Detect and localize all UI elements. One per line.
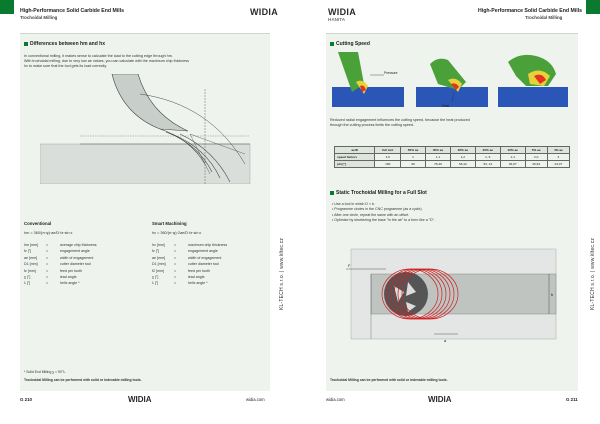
- definition-txt: engagement angle: [188, 249, 218, 254]
- table-cell: 25,84: [525, 161, 547, 168]
- table-header-cell: 5% ae: [525, 147, 547, 154]
- definition-txt: width of engagement: [60, 255, 94, 260]
- table-header-cell: 4% ae: [547, 147, 569, 154]
- table-cell: 66,42: [450, 161, 475, 168]
- table-row: [335, 154, 570, 161]
- definition-sym: f2 [mm]: [152, 268, 164, 273]
- table-header-cell: ae/D: [335, 147, 375, 154]
- definition-eq: =: [46, 268, 49, 273]
- definition-sym: χ [°]: [24, 274, 31, 279]
- table-cell: phi [°]: [335, 161, 375, 168]
- cutting-text-line: Reduced radial engagement influences the cutting speed, because the heat produced: [330, 118, 470, 122]
- content-panel-right: [326, 33, 578, 391]
- cutting-speed-title-text: Cutting Speed: [336, 41, 370, 47]
- definition-eq: =: [174, 274, 177, 279]
- definition-eq: =: [174, 281, 177, 286]
- definition-sym: hm [mm]: [24, 243, 38, 247]
- speed-factor-table: [334, 146, 570, 168]
- definition-txt: maximum chip thickness: [188, 243, 228, 247]
- definition-eq: =: [174, 262, 177, 267]
- table-cell: 1: [401, 154, 426, 161]
- definition-txt: cutter diameter tool: [188, 262, 219, 267]
- square-bullet-icon: [330, 42, 334, 46]
- definition-txt: cutter diameter tool: [60, 262, 91, 267]
- table-cell: 1,4: [500, 154, 525, 161]
- page-number: G 210: [20, 397, 32, 402]
- trochoidal-slot-title: [330, 190, 427, 196]
- intro-line: With trochoidal milling, due to very low ae values, you can calculate with the maximum chip thickness: [24, 59, 189, 63]
- chip-thickness-diagram: [40, 74, 260, 184]
- table-header-row: [335, 147, 570, 154]
- conventional-title: Conventional: [24, 221, 52, 226]
- heat-label: Heat: [442, 104, 450, 108]
- footnote-trochoidal: Trochoidal Milling can be performed with solid or indexable milling tools.: [24, 378, 142, 382]
- header-subtitle: Trochoidal Milling: [20, 15, 58, 20]
- table-header-cell: 30% ae: [450, 147, 475, 154]
- hanita-brand: HANITA: [328, 17, 346, 22]
- side-text-left: KL-TECH s.r.o. | www.kltec.cz: [279, 237, 285, 310]
- definition-sym: D1 [mm]: [24, 262, 38, 267]
- definition-row: [152, 281, 248, 287]
- trochoidal-slot-title-text: Static Trochoidal Milling for a Full Slot: [336, 190, 427, 196]
- slot-width-label: b: [551, 292, 554, 297]
- definition-sym: λ [°]: [24, 281, 31, 286]
- definition-txt: feed per tooth: [188, 268, 211, 273]
- content-panel: [20, 33, 270, 391]
- table-cell: 3: [547, 154, 569, 161]
- definition-sym: fz [°]: [24, 249, 32, 254]
- cutting-text-line: through the cutting process limits the cutting speed.: [330, 123, 415, 127]
- header-title: High-Performance Solid Carbide End Mills: [20, 8, 125, 14]
- table-cell: 1, 6: [475, 154, 500, 161]
- footnote-helix: * Solid End Milling χ = 90°λ.: [24, 370, 66, 374]
- table-cell: 36,87: [500, 161, 525, 168]
- definition-eq: =: [46, 274, 49, 279]
- bullet-item: • Programme circles in the CNC programme (as a cycle).: [332, 207, 435, 212]
- bullet-item: • Use a tool in which D < b.: [332, 202, 435, 207]
- definition-txt: helix angle *: [60, 281, 80, 286]
- definition-eq: =: [46, 281, 49, 286]
- definition-sym: ae [mm]: [24, 255, 37, 260]
- side-text-right: KL-TECH s.r.o. | www.kltec.cz: [590, 237, 596, 310]
- square-bullet-icon: [330, 191, 334, 195]
- definition-sym: ae [mm]: [152, 255, 165, 260]
- footer-url[interactable]: widia.com: [326, 397, 345, 402]
- svg-text:F: F: [348, 263, 351, 268]
- table-header-cell: 20% ae: [475, 147, 500, 154]
- table-cell: 1,2: [450, 154, 475, 161]
- footer-widia-logo: WIDIA: [428, 395, 452, 404]
- header-subtitle: Trochoidal Milling: [525, 15, 563, 20]
- definition-eq: =: [174, 249, 177, 254]
- definition-txt: average chip thickness: [60, 243, 97, 247]
- table-cell: speed factors: [335, 154, 375, 161]
- table-cell: 23,07: [547, 161, 569, 168]
- bullet-item: • Optimise by shortening the base "in the air" to a form like a "D".: [332, 218, 435, 223]
- table-header-cell: 10% ae: [500, 147, 525, 154]
- definition-eq: =: [174, 255, 177, 260]
- table-cell: 1,1: [426, 154, 451, 161]
- offset-label: a: [444, 338, 447, 343]
- intro-line: hx to make sure that the tool gets its load correctly.: [24, 64, 107, 68]
- footnote-trochoidal: Trochoidal Milling can be performed with solid or indexable milling tools.: [330, 378, 448, 382]
- section-title-text: Differences between hm and hx: [30, 41, 106, 47]
- table-cell: 3,0: [375, 154, 401, 161]
- definition-eq: =: [174, 268, 177, 273]
- definition-txt: feed per tooth: [60, 268, 83, 273]
- definition-eq: =: [46, 262, 49, 267]
- definition-txt: engagement angle: [60, 249, 90, 254]
- intro-line: In conventional milling, it makes sense to calculate the load to the cutting edge through hm.: [24, 54, 173, 58]
- definition-row: [24, 281, 120, 287]
- square-bullet-icon: [24, 42, 28, 46]
- definition-eq: =: [46, 255, 49, 260]
- corner-tab: [0, 0, 14, 14]
- table-cell: 53, 13: [475, 161, 500, 168]
- definition-sym: λ [°]: [152, 281, 159, 286]
- page-number: G 211: [566, 397, 578, 402]
- definition-eq: =: [46, 243, 49, 247]
- intro-paragraph: [24, 54, 264, 69]
- cutting-speed-title: [330, 41, 370, 47]
- corner-tab: [586, 0, 600, 14]
- definition-txt: helix angle *: [188, 281, 208, 286]
- table-header-cell: 40% ae: [426, 147, 451, 154]
- footer-url[interactable]: widia.com: [246, 397, 265, 402]
- pressure-label: Pressure: [384, 71, 398, 75]
- widia-logo: WIDIA: [328, 7, 356, 17]
- bullet-item: • After one circle, repeat the same with an offset.: [332, 213, 435, 218]
- table-cell: 180: [375, 161, 401, 168]
- definition-txt: width of engagement: [188, 255, 222, 260]
- table-cell: 2,0: [525, 154, 547, 161]
- header-title: High-Performance Solid Carbide End Mills: [478, 8, 583, 14]
- definition-txt: lead angle: [60, 274, 77, 279]
- definition-eq: =: [46, 249, 49, 254]
- table-cell: 90: [401, 161, 426, 168]
- table-cell: 78,46: [426, 161, 451, 168]
- section-title: [24, 41, 105, 47]
- definition-sym: fz [mm]: [24, 268, 36, 273]
- cutting-speed-text: [330, 118, 575, 128]
- definition-eq: =: [174, 243, 177, 247]
- bullet-list: [332, 202, 435, 224]
- full-slot-diagram: [346, 244, 566, 344]
- table-header-cell: 50% ae: [401, 147, 426, 154]
- smart-machining-formula: hx = 360/(π·φ)·2ae/D·fz·sin κ: [152, 231, 202, 235]
- table-row: [335, 161, 570, 168]
- definition-sym: χ [°]: [152, 274, 159, 279]
- smart-machining-title: Smart Machining: [152, 221, 187, 226]
- conventional-definitions: [24, 243, 120, 288]
- cutting-speed-heat-diagrams: [330, 52, 570, 114]
- definition-sym: fz [°]: [152, 249, 160, 254]
- table-header-cell: full slot: [375, 147, 401, 154]
- footer-widia-logo: WIDIA: [128, 395, 152, 404]
- definition-sym: hx [mm]: [152, 243, 165, 247]
- widia-logo: WIDIA: [250, 7, 278, 17]
- smart-machining-definitions: [152, 243, 248, 288]
- definition-txt: lead angle: [188, 274, 205, 279]
- definition-sym: D1 [mm]: [152, 262, 166, 267]
- conventional-formula: hm = 360/(π·φ)·ae/D·fz·sin κ: [24, 231, 73, 235]
